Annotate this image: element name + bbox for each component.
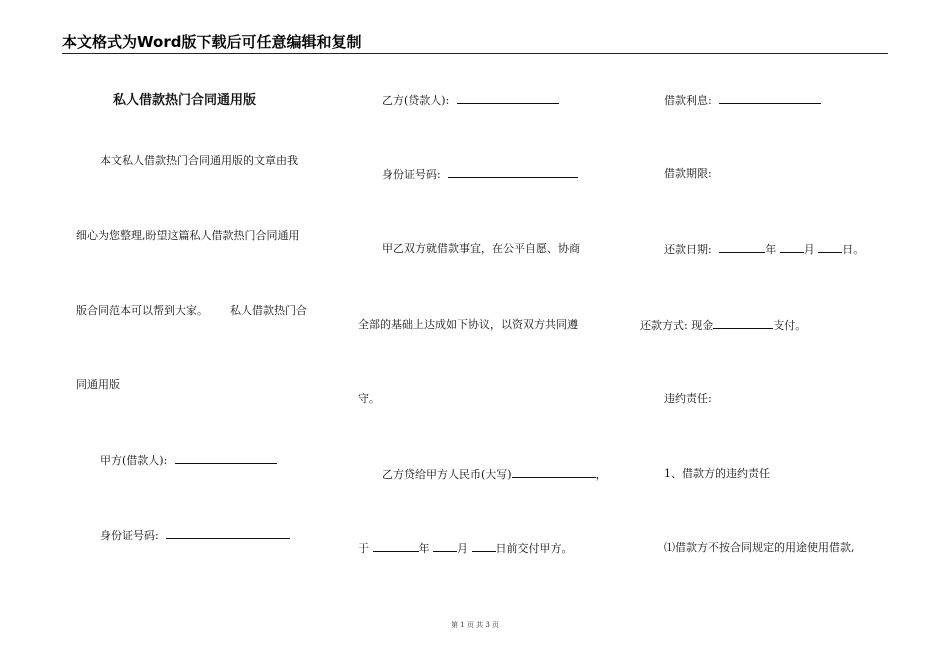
delivery-year-label: 年	[418, 542, 430, 555]
party-a-id-blank[interactable]	[166, 528, 290, 539]
loan-amount-suffix: ，	[595, 468, 607, 481]
party-b-blank[interactable]	[457, 93, 559, 104]
repay-day-blank[interactable]	[818, 242, 842, 253]
term-label: 借款期限:	[664, 167, 712, 180]
party-b-row	[382, 93, 559, 108]
delivery-date-row	[358, 541, 573, 556]
repay-year-blank[interactable]	[719, 242, 765, 253]
repay-year-label: 年	[765, 243, 777, 256]
repay-month-blank[interactable]	[780, 242, 804, 253]
borrower-liability-heading: 1、借款方的违约责任	[664, 467, 770, 480]
repay-method-label: 还款方式: 现金	[640, 319, 714, 332]
agreement-line-2: 全部的基础上达成如下协议，以资双方共同遵	[358, 318, 578, 331]
interest-blank[interactable]	[719, 93, 821, 104]
delivery-date-suffix: 日前交付甲方。	[495, 542, 573, 555]
delivery-month-blank[interactable]	[433, 541, 457, 552]
intro-line-3	[76, 304, 307, 318]
interest-label: 借款利息:	[664, 94, 712, 107]
repay-method-row	[640, 318, 806, 333]
page-footer: 第 1 页 共 3 页	[450, 621, 500, 629]
intro-line-4: 同通用版	[76, 378, 120, 391]
loan-amount-blank[interactable]	[512, 467, 596, 478]
party-a-row	[100, 453, 277, 468]
repay-month-label: 月	[803, 243, 815, 256]
intro-line-3-continued: 私人借款热门合	[230, 304, 307, 317]
repay-method-suffix: 支付。	[773, 319, 807, 332]
party-a-label: 甲方(借款人):	[100, 454, 168, 467]
party-a-id-row	[100, 528, 290, 543]
agreement-line-3: 守。	[358, 392, 380, 405]
party-b-id-blank[interactable]	[448, 167, 578, 178]
repay-method-blank[interactable]	[713, 318, 773, 329]
loan-amount-label: 乙方贷给甲方人民币(大写)	[382, 468, 512, 481]
header-divider	[62, 53, 888, 54]
party-b-id-label: 身份证号码:	[382, 168, 441, 181]
intro-line-2: 细心为您整理,盼望这篇私人借款热门合同通用	[76, 229, 300, 242]
agreement-line-1: 甲乙双方就借款事宜，在公平自愿、协商	[382, 242, 580, 255]
clause-1-text: ⑴借款方不按合同规定的用途使用借款,	[664, 541, 855, 554]
delivery-month-label: 月	[457, 542, 468, 555]
liability-label: 违约责任:	[664, 392, 712, 405]
repay-date-label: 还款日期:	[664, 243, 712, 256]
document-title: 私人借款热门合同通用版	[113, 93, 257, 108]
party-a-id-label: 身份证号码:	[100, 529, 159, 542]
delivery-day-blank[interactable]	[472, 541, 496, 552]
loan-amount-row	[382, 467, 607, 482]
repay-date-row	[664, 242, 864, 257]
repay-day-label: 日。	[842, 243, 865, 256]
interest-row	[664, 93, 821, 108]
party-b-id-row	[382, 167, 578, 182]
intro-line-3-text: 版合同范本可以帮到大家。	[76, 304, 208, 317]
delivery-year-blank[interactable]	[373, 541, 419, 552]
delivery-date-prefix: 于	[358, 542, 369, 555]
party-a-blank[interactable]	[175, 453, 277, 464]
intro-line-1: 本文私人借款热门合同通用版的文章由我	[100, 154, 298, 167]
document-header: 本文格式为Word版下载后可任意编辑和复制	[62, 33, 362, 51]
party-b-label: 乙方(贷款人):	[382, 94, 450, 107]
